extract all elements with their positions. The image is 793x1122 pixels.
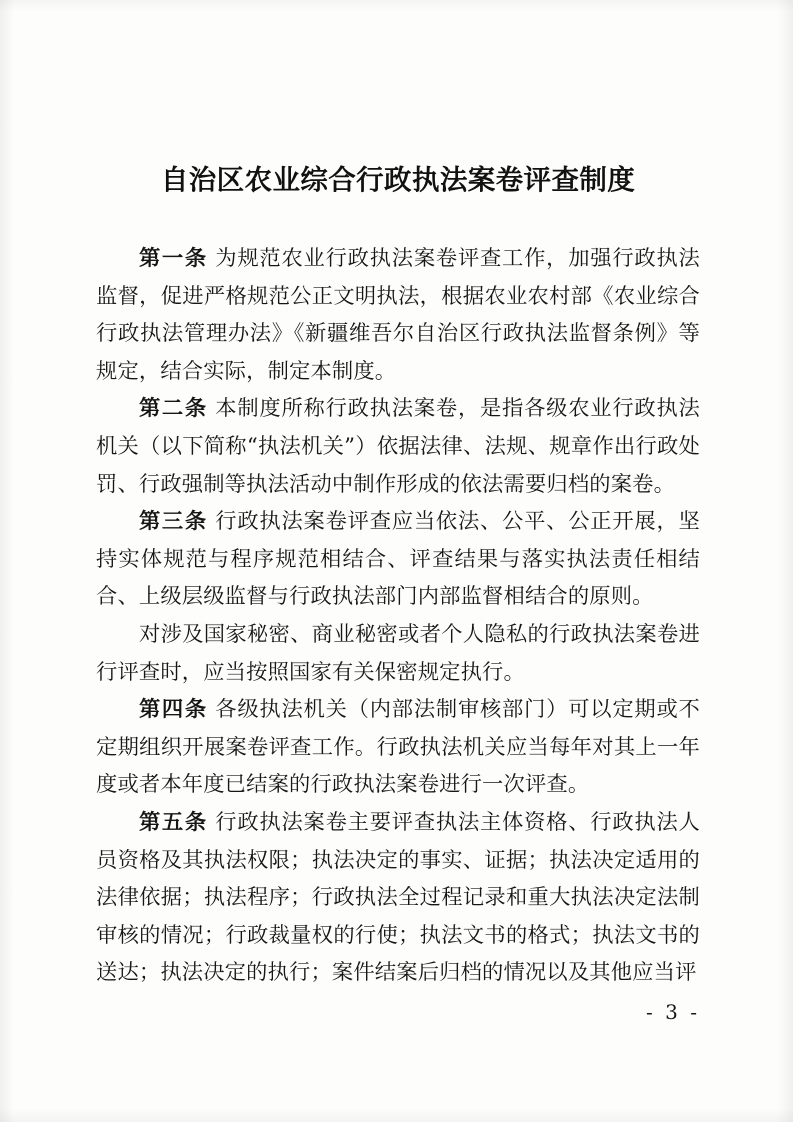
page-title: 自治区农业综合行政执法案卷评查制度	[160, 164, 636, 196]
paragraph-article-2	[96, 390, 700, 503]
article-text-4: 各级执法机关（内部法制审核部门）可以定期或不定期组织开展案卷评查工作。行政执法机关应当每年对其上一年度或者本年度已结案的行政执法案卷进行一次评查。	[96, 697, 700, 798]
paragraph-article-3-continued	[96, 616, 700, 691]
article-label-4: 第四条	[139, 697, 208, 723]
article-label-3: 第三条	[139, 509, 208, 535]
article-text-3-continued: 对涉及国家秘密、商业秘密或者个人隐私的行政执法案卷进行评查时，应当按照国家有关保密规定执行。	[96, 621, 700, 685]
article-label-1: 第一条	[139, 246, 208, 271]
paragraph-article-3	[96, 503, 700, 616]
page-number: - 3 -	[646, 1000, 700, 1024]
article-text-5: 行政执法案卷主要评查执法主体资格、行政执法人员资格及其执法权限；执法决定的事实、证据；执法决定适用的法律依据；执法程序；行政执法全过程记录和重大执法决定法制审核的情况；行政裁量权的行使；执法文书的格式；执法文书的送达；执法决定的执行；案件结案后归档的情况以及其他应当评	[96, 809, 700, 986]
page-content	[96, 0, 700, 1122]
paragraph-article-5	[96, 804, 700, 992]
article-label-2: 第二条	[139, 396, 208, 422]
paragraph-article-4	[96, 691, 700, 804]
paragraph-article-1	[96, 240, 700, 390]
article-text-2: 本制度所称行政执法案卷，是指各级农业行政执法机关（以下简称“执法机关”）依据法律、法规、规章作出行政处罚、行政强制等执法活动中制作形成的依法需要归档的案卷。	[96, 396, 700, 497]
article-label-5: 第五条	[139, 809, 208, 835]
document-body	[96, 240, 700, 992]
article-text-3: 行政执法案卷评查应当依法、公平、公正开展，坚持实体规范与程序规范相结合、评查结果与落实执法责任相结合、上级层级监督与行政执法部门内部监督相结合的原则。	[96, 509, 700, 610]
article-text-1: 为规范农业行政执法案卷评查工作，加强行政执法监督，促进严格规范公正文明执法，根据农业农村部《农业综合行政执法管理办法》《新疆维吾尔自治区行政执法监督条例》等规定，结合实际，制定本制度。	[96, 246, 700, 384]
